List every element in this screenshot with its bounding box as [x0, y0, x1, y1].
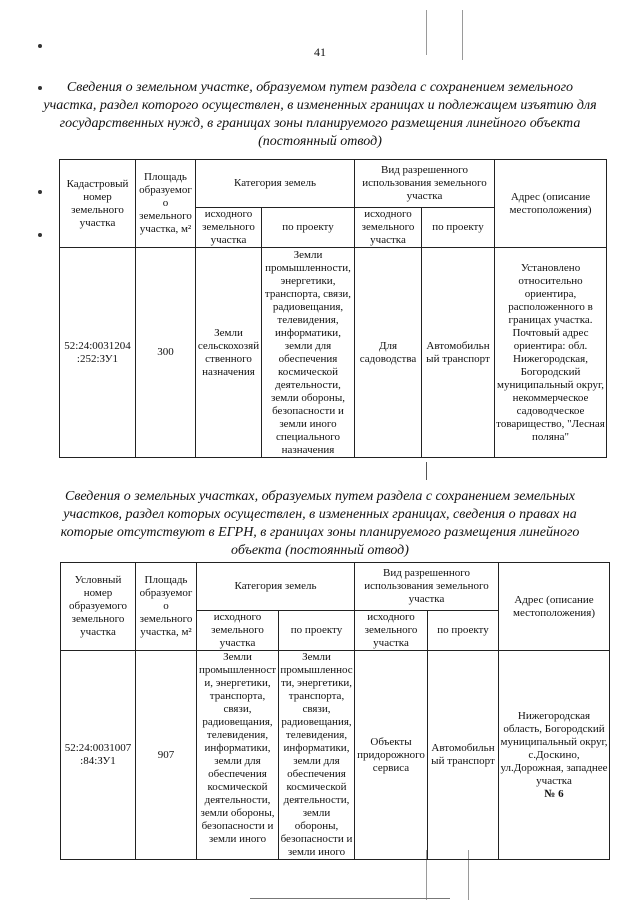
- use-project-header: по проекту: [428, 611, 499, 651]
- area-cell: 300: [136, 248, 196, 458]
- category-project-header: по проекту: [279, 611, 355, 651]
- section2-table: [60, 562, 610, 860]
- address-header: Адрес (описание местоположения): [495, 160, 607, 248]
- footer-line: [250, 898, 450, 899]
- scan-line: [426, 462, 427, 480]
- category-initial-cell: Земли сельскохозяйственного назначения: [196, 248, 262, 458]
- address-text: Нижегородская область, Богородский муниципальный округ, с.Доскино, ул.Дорожная, западнее участка: [500, 709, 608, 787]
- cadastral-header: Кадастровый номер земельного участка: [60, 160, 136, 248]
- category-header: Категория земель: [196, 160, 355, 208]
- scan-dot: [38, 233, 42, 237]
- use-initial-header: исходного земельного участка: [355, 611, 428, 651]
- category-initial-cell: Земли промышленности, энергетики, транспорта, связи, радиовещания, телевидения, информатики, земли для обеспечения космической деятельности, земли обороны, безопасности и земли иного: [197, 651, 279, 860]
- cadastral-cell: 52:24:0031204 :252:ЗУ1: [60, 248, 136, 458]
- use-project-header: по проекту: [422, 208, 495, 248]
- address-cell: [499, 651, 610, 860]
- section1-table: [59, 159, 607, 458]
- table-row: [60, 248, 607, 458]
- use-type-header: Вид разрешенного использования земельного участка: [355, 160, 495, 208]
- address-header: Адрес (описание местоположения): [499, 563, 610, 651]
- area-header: Площадь образуемого земельного участка, м²: [136, 563, 197, 651]
- scan-dot: [38, 190, 42, 194]
- category-initial-header: исходного земельного участка: [196, 208, 262, 248]
- address-plot-number: № 6: [544, 787, 564, 800]
- use-type-header: Вид разрешенного использования земельного участка: [355, 563, 499, 611]
- table-row: [61, 651, 610, 860]
- category-project-header: по проекту: [262, 208, 355, 248]
- page-number: 41: [314, 45, 326, 59]
- category-project-cell: Земли промышленности, энергетики, транспорта, связи, радиовещания, телевидения, информатики, земли для обеспечения космической деятельности, земли обороны, безопасности и земли иного специального назначения: [262, 248, 355, 458]
- use-initial-cell: Для садоводства: [355, 248, 422, 458]
- cadastral-header: Условный номер образуемого земельного участка: [61, 563, 136, 651]
- use-initial-cell: Объекты придорожного сервиса: [355, 651, 428, 860]
- category-header: Категория земель: [197, 563, 355, 611]
- address-cell: Установлено относительно ориентира, расположенного в границах участка. Почтовый адрес ориентира: обл. Нижегородская, Богородский муниципальный округ, некоммерческое садоводческое товарищество, "Лесная поляна": [495, 248, 607, 458]
- use-project-cell: Автомобильный транспорт: [428, 651, 499, 860]
- area-header: Площадь образуемого земельного участка, м²: [136, 160, 196, 248]
- section2-title: Сведения о земельных участках, образуемых путем раздела с сохранением земельных участков, раздел которых осуществлен, в измененных границах, сведения о правах на которые отсутствуют в ЕГРН, в границах зоны планируемого размещения линейного объекта (постоянный отвод): [60, 489, 580, 558]
- use-initial-header: исходного земельного участка: [355, 208, 422, 248]
- use-project-cell: Автомобильный транспорт: [422, 248, 495, 458]
- cadastral-cell: 52:24:0031007 :84:ЗУ1: [61, 651, 136, 860]
- section1-title: Сведения о земельном участке, образуемом путем раздела с сохранением земельного участка, раздел которого осуществлен, в измененных границах и подлежащем изъятию для государственных нужд, в границах зоны планируемого размещения линейного объекта (постоянный отвод): [43, 80, 597, 149]
- category-initial-header: исходного земельного участка: [197, 611, 279, 651]
- area-cell: 907: [136, 651, 197, 860]
- category-project-cell: Земли промышленности, энергетики, транспорта, связи, радиовещания, телевидения, информатики, земли для обеспечения космической деятельности, земли обороны, безопасности и земли иного: [280, 651, 353, 858]
